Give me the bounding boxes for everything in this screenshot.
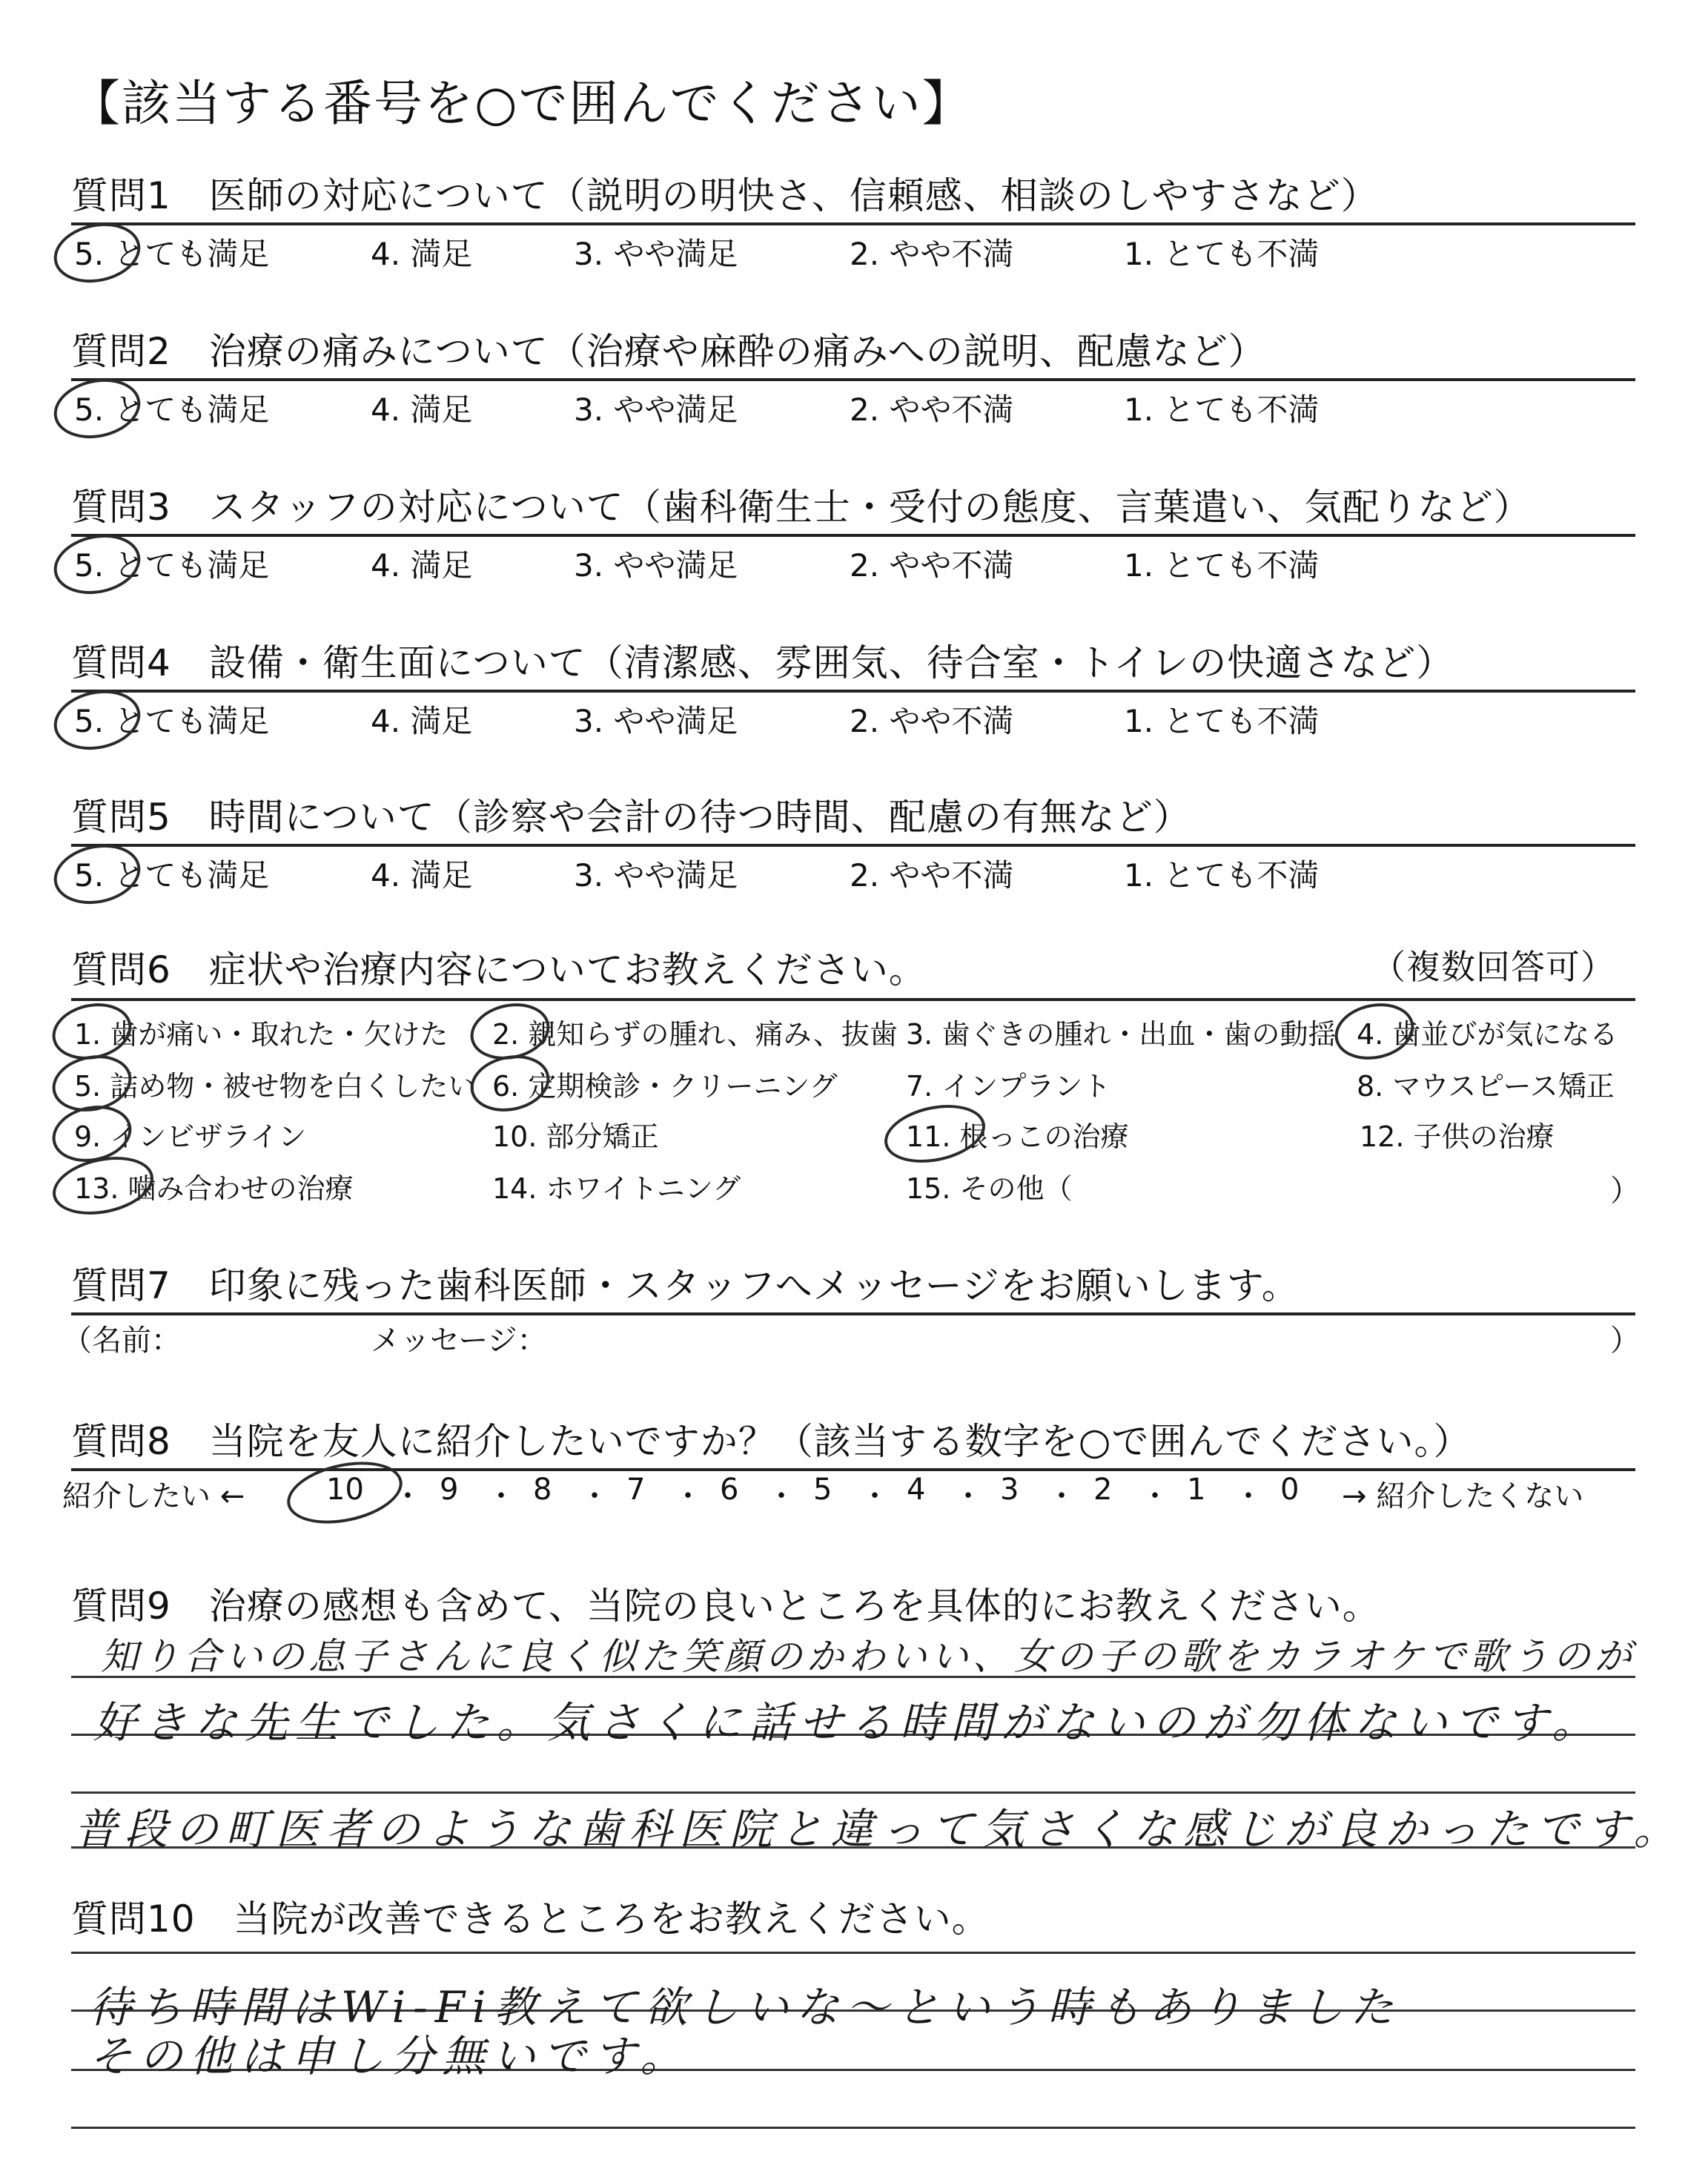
form-title: 【該当する番号を○で囲んでください】 — [71, 75, 973, 132]
q4-option-5[interactable]: 5. とても満足 — [74, 703, 270, 739]
q10-answer-line-1: 待ち時間はWi-Fi教えて欲しいな～という時もありました — [89, 1982, 1401, 2032]
q8-option-0[interactable]: 0 — [1280, 1473, 1300, 1507]
q6-option-5[interactable]: 5. 詰め物・被せ物を白くしたい — [74, 1070, 477, 1103]
q2-option-1[interactable]: 1. とても不満 — [1124, 392, 1320, 428]
q1-rule — [71, 222, 1635, 225]
q4-option-1[interactable]: 1. とても不満 — [1124, 703, 1320, 739]
q2-option-2[interactable]: 2. やや不満 — [850, 392, 1014, 428]
q6-option-7[interactable]: 7. インプラント — [906, 1070, 1111, 1103]
q1-heading: 質問1 医師の対応について（説明の明快さ、信頼感、相談のしやすさなど） — [71, 174, 1379, 217]
q6-rule — [71, 998, 1635, 1001]
q5-heading: 質問5 時間について（診察や会計の待つ時間、配慮の有無など） — [71, 796, 1191, 839]
q5-option-3[interactable]: 3. やや満足 — [574, 857, 738, 894]
q5-option-2[interactable]: 2. やや不満 — [850, 857, 1014, 894]
q5-option-4[interactable]: 4. 満足 — [371, 857, 473, 894]
q8-separator: ・ — [953, 1479, 983, 1513]
q4-option-2[interactable]: 2. やや不満 — [850, 703, 1014, 739]
q8-option-1[interactable]: 1 — [1187, 1473, 1206, 1507]
q8-separator: ・ — [486, 1479, 516, 1513]
q1-option-3[interactable]: 3. やや満足 — [574, 236, 738, 272]
q3-option-1[interactable]: 1. とても不満 — [1124, 547, 1320, 584]
q7-close: ） — [1610, 1324, 1640, 1358]
q6-option-8[interactable]: 8. マウスピース矯正 — [1357, 1070, 1615, 1103]
q6-note: （複数回答可） — [1371, 947, 1615, 987]
q6-option-13[interactable]: 13. 噛み合わせの治療 — [74, 1172, 354, 1205]
q1-option-5[interactable]: 5. とても満足 — [74, 236, 270, 272]
q6-option-12[interactable]: 12. 子供の治療 — [1360, 1120, 1555, 1153]
q6-heading: 質問6 症状や治療内容についてお教えください。 — [71, 948, 927, 991]
q6-option-3[interactable]: 3. 歯ぐきの腫れ・出血・歯の動揺 — [906, 1018, 1337, 1051]
q5-rule — [71, 844, 1635, 847]
q2-heading: 質問2 治療の痛みについて（治療や麻酔の痛みへの説明、配慮など） — [71, 330, 1266, 373]
q1-option-1[interactable]: 1. とても不満 — [1124, 236, 1320, 272]
q10-line-1 — [71, 1952, 1635, 1954]
q8-option-4[interactable]: 4 — [907, 1473, 926, 1507]
q9-line-3 — [71, 1791, 1635, 1794]
q6-other-close: ） — [1610, 1174, 1640, 1208]
q4-heading: 質問4 設備・衛生面について（清潔感、雰囲気、待合室・トイレの快適さなど） — [71, 641, 1454, 684]
q3-rule — [71, 534, 1635, 537]
q4-option-3[interactable]: 3. やや満足 — [574, 703, 738, 739]
q6-option-10[interactable]: 10. 部分矯正 — [492, 1120, 659, 1153]
q6-option-14[interactable]: 14. ホワイトニング — [492, 1172, 741, 1205]
q4-option-4[interactable]: 4. 満足 — [371, 703, 473, 739]
q8-right-label: → 紹介したくない — [1342, 1479, 1584, 1513]
q8-option-3[interactable]: 3 — [1000, 1473, 1019, 1507]
q5-option-1[interactable]: 1. とても不満 — [1124, 857, 1320, 894]
q2-option-4[interactable]: 4. 満足 — [371, 392, 473, 428]
q8-separator: ・ — [767, 1479, 796, 1513]
q8-separator: ・ — [580, 1479, 609, 1513]
q3-option-3[interactable]: 3. やや満足 — [574, 547, 738, 584]
q6-option-1[interactable]: 1. 歯が痛い・取れた・欠けた — [74, 1018, 448, 1051]
q8-separator: ・ — [1234, 1479, 1263, 1513]
q9-answer-line-2: 好きな先生でした。気さくに話せる時間がないのが勿体ないです。 — [93, 1697, 1603, 1748]
q8-left-label: 紹介したい ← — [62, 1479, 245, 1513]
q8-separator: ・ — [673, 1479, 703, 1513]
q6-option-6[interactable]: 6. 定期検診・クリーニング — [492, 1070, 838, 1103]
q7-name-label: （名前： — [62, 1324, 181, 1358]
q7-heading: 質問7 印象に残った歯科医師・スタッフへメッセージをお願いします。 — [71, 1264, 1300, 1307]
q3-option-2[interactable]: 2. やや不満 — [850, 547, 1014, 584]
q8-separator: ・ — [1047, 1479, 1076, 1513]
q1-option-2[interactable]: 2. やや不満 — [850, 236, 1014, 272]
q9-heading: 質問9 治療の感想も含めて、当院の良いところを具体的にお教えください。 — [71, 1585, 1380, 1628]
q8-separator: ・ — [860, 1479, 890, 1513]
q10-heading: 質問10 当院が改善できるところをお教えください。 — [71, 1898, 990, 1941]
q2-rule — [71, 378, 1635, 381]
q5-option-5[interactable]: 5. とても満足 — [74, 857, 270, 894]
q8-option-7[interactable]: 7 — [626, 1473, 646, 1507]
q8-separator: ・ — [1140, 1479, 1170, 1513]
q6-option-2[interactable]: 2. 親知らずの腫れ、痛み、抜歯 — [492, 1018, 898, 1051]
q6-option-15[interactable]: 15. その他（ — [906, 1172, 1073, 1205]
q8-separator: ・ — [393, 1479, 423, 1513]
q2-option-5[interactable]: 5. とても満足 — [74, 392, 270, 428]
q3-option-4[interactable]: 4. 満足 — [371, 547, 473, 584]
q8-option-8[interactable]: 8 — [533, 1473, 552, 1507]
q6-option-11[interactable]: 11. 根っこの治療 — [906, 1120, 1129, 1153]
q8-option-10[interactable]: 10 — [326, 1473, 364, 1507]
q8-option-2[interactable]: 2 — [1093, 1473, 1113, 1507]
q6-option-9[interactable]: 9. インビザライン — [74, 1120, 307, 1153]
q3-heading: 質問3 スタッフの対応について（歯科衛生士・受付の態度、言葉遣い、気配りなど） — [71, 486, 1532, 529]
q6-option-4[interactable]: 4. 歯並びが気になる — [1357, 1018, 1618, 1051]
q8-heading: 質問8 当院を友人に紹介したいですか？（該当する数字を○で囲んでください。） — [71, 1420, 1472, 1463]
q3-option-5[interactable]: 5. とても満足 — [74, 547, 270, 584]
q1-option-4[interactable]: 4. 満足 — [371, 236, 473, 272]
q8-option-6[interactable]: 6 — [720, 1473, 739, 1507]
q8-option-9[interactable]: 9 — [440, 1473, 459, 1507]
q7-rule — [71, 1312, 1635, 1315]
q10-answer-line-2: その他は申し分無いです。 — [89, 2031, 691, 2081]
q7-message-label: メッセージ： — [371, 1324, 547, 1358]
q2-option-3[interactable]: 3. やや満足 — [574, 392, 738, 428]
q8-rule — [71, 1468, 1635, 1471]
q8-option-5[interactable]: 5 — [813, 1473, 833, 1507]
q4-rule — [71, 690, 1635, 693]
q9-answer-line-1: 知り合いの息子さんに良く似た笑顔のかわいい、女の子の歌をカラオケで歌うのが — [101, 1635, 1636, 1678]
q9-answer-line-3: 普段の町医者のような歯科医院と違って気さくな感じが良かったです。 — [74, 1804, 1684, 1855]
q10-line-4 — [71, 2127, 1635, 2129]
